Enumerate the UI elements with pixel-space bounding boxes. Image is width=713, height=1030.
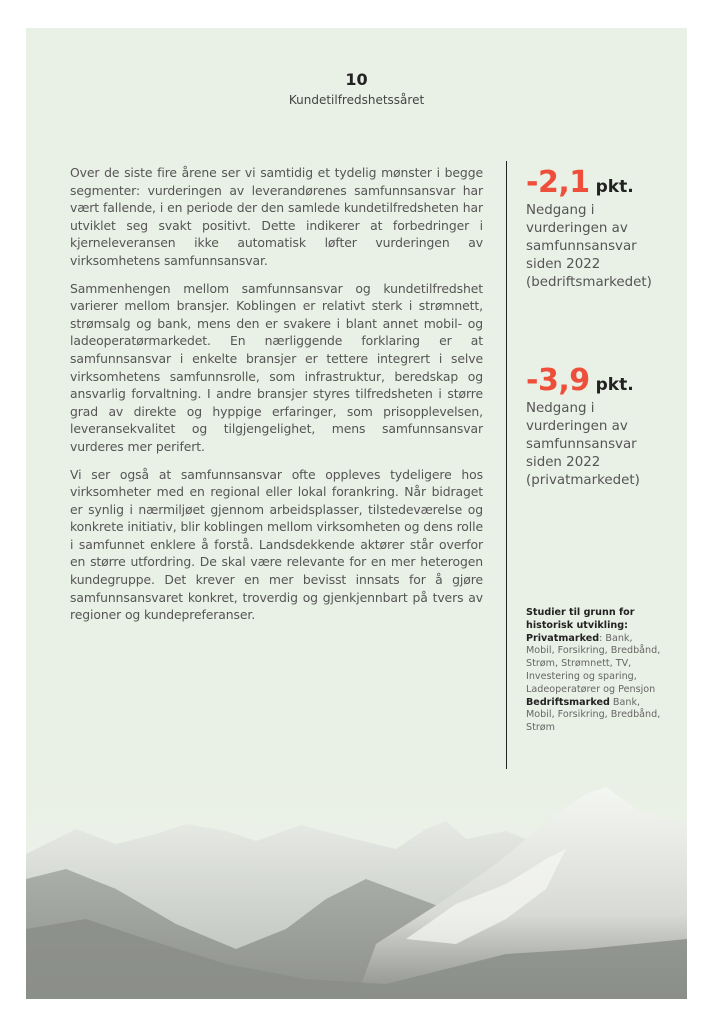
business-market-list: Bank, Mobil, Forsikring, Bredbånd, Strøm bbox=[526, 696, 661, 734]
sources-note bbox=[526, 607, 661, 735]
stat-value: -2,1 bbox=[526, 165, 590, 200]
stat-callout-business bbox=[526, 166, 676, 292]
paragraph: Sammenhengen mellom samfunnsansvar og kundetilfredshet varierer mellom bransjer. Koblingen er relativt sterk i strømnett, strømsalg og bank, mens den er svakere i blant annet mobil- og ladeoperatørmarkedet. En nærliggende forklaring er at samfunnsansvar i enkelte bransjer er tettere integrert i selve virksomhetens samfunnsrolle, som infrastruktur, beredskap og ansvarlig forvaltning. I andre bransjer styres tilfredsheten i større grad av direkte og hyppige erfaringer, som prisopplevelsen, leveransekvalitet og tilgjengelighet, mens samfunnsansvar vurderes mer perifert. bbox=[70, 280, 483, 454]
sources-heading: Studier til grunn for historisk utvikling: bbox=[526, 607, 635, 631]
stat-unit: pkt. bbox=[595, 375, 634, 395]
page-header bbox=[26, 70, 687, 108]
private-market-label: Privatmarked bbox=[526, 632, 600, 644]
body-text bbox=[70, 164, 483, 634]
page-number: 10 bbox=[345, 70, 368, 89]
document-page bbox=[26, 28, 687, 999]
stat-description: Nedgang i vurderingen av samfunnsansvar siden 2022 (bedriftsmarkedet) bbox=[526, 203, 652, 290]
business-market-label: Bedriftsmarked bbox=[526, 696, 610, 708]
stat-description: Nedgang i vurderingen av samfunnsansvar siden 2022 (privatmarkedet) bbox=[526, 401, 640, 488]
mountain-landscape-photo-icon bbox=[26, 769, 687, 999]
private-market-list: : Bank, Mobil, Forsikring, Bredbånd, Strøm, Strømnett, TV, Investering og sparing, Ladeoperatører og Pensjon bbox=[526, 632, 661, 695]
section-title: Kundetilfredshetssåret bbox=[288, 93, 425, 107]
paragraph: Vi ser også at samfunnsansvar ofte oppleves tydeligere hos virksomheter med en regional eller lokal forankring. Når bidraget er synlig i nærmiljøet gjennom arbeidsplasser, tilstedeværelse og konkrete initiativ, blir koblingen mellom virksomheten og dens rolle i samfunnet enklere å forstå. Landsdekkende aktører står overfor en større utfordring. De skal være relevante for en mer heterogen kundegruppe. Det krever en mer bevisst innsats for å gjøre samfunnsansvaret konkret, troverdig og gjenkjennbart på tvers av regioner og kundepreferanser. bbox=[70, 466, 483, 623]
vertical-divider bbox=[506, 161, 507, 774]
paragraph: Over de siste fire årene ser vi samtidig et tydelig mønster i begge segmenter: vurderingen av leverandørenes samfunnsansvar har vært fallende, i en periode der den samlede kundetilfredsheten har utviklet seg svakt positivt. Dette indikerer at forbedringer i kjerneleveransen ikke automatisk løfter vurderingen av virksomhetens samfunnsansvar. bbox=[70, 165, 483, 268]
stat-unit: pkt. bbox=[595, 177, 634, 197]
stat-callout-private bbox=[526, 364, 676, 490]
stat-value: -3,9 bbox=[526, 363, 590, 398]
